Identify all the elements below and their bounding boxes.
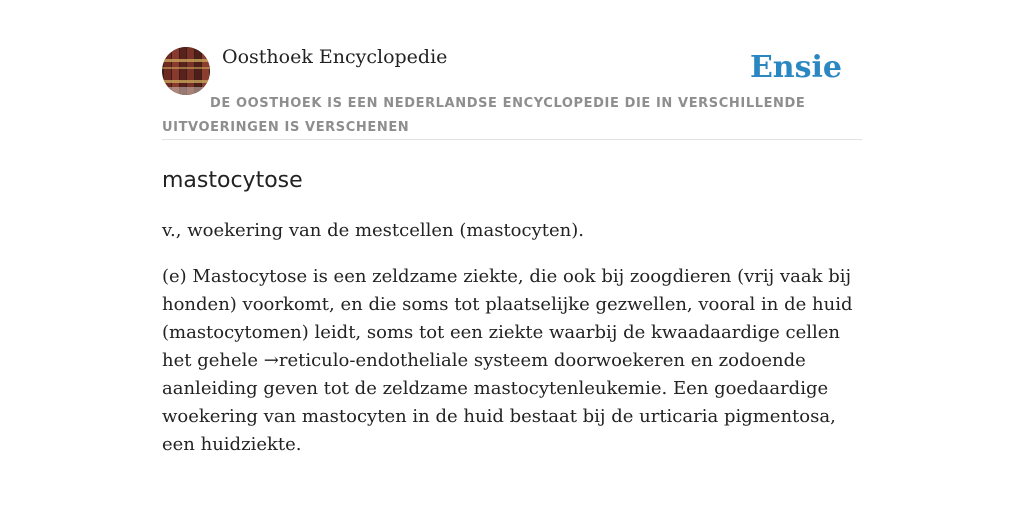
page-container: [162, 46, 862, 455]
entry-title: mastocytose: [162, 168, 303, 193]
tagline: DE OOSTHOEK IS EEN NEDERLANDSE ENCYCLOPEDIE DIE IN VERSCHILLENDE UITVOERINGEN IS VERSCHENEN: [162, 96, 806, 135]
brand-logo[interactable]: Ensie: [749, 50, 842, 85]
header: [162, 46, 862, 140]
body-text-part-2: systeem doorwoekeren en zodoende aanleiding geven tot de zeldzame mastocytenleukemie. Een goedaardige woekering van mastocyten in de huid bestaat bij de urticaria pigmentosa, een huidziekte.: [162, 350, 836, 455]
book-spines-icon: [162, 47, 210, 95]
reticulo-endotheliale-link[interactable]: →reticulo-endotheliale: [263, 350, 469, 371]
site-name[interactable]: Oosthoek Encyclopedie: [222, 46, 448, 68]
avatar[interactable]: [162, 47, 210, 95]
body-text-part-1: (e) Mastocytose is een zeldzame ziekte, die ook bij zoogdieren (vrij vaak bij honden) voorkomt, en die soms tot plaatselijke gezwellen, vooral in de huid (mastocytomen) leidt, soms tot een ziekte waarbij de kwaadaardige cellen het gehele: [162, 266, 853, 371]
entry-definition: v., woekering van de mestcellen (mastocyten).: [162, 220, 584, 241]
entry-body: [162, 263, 862, 459]
